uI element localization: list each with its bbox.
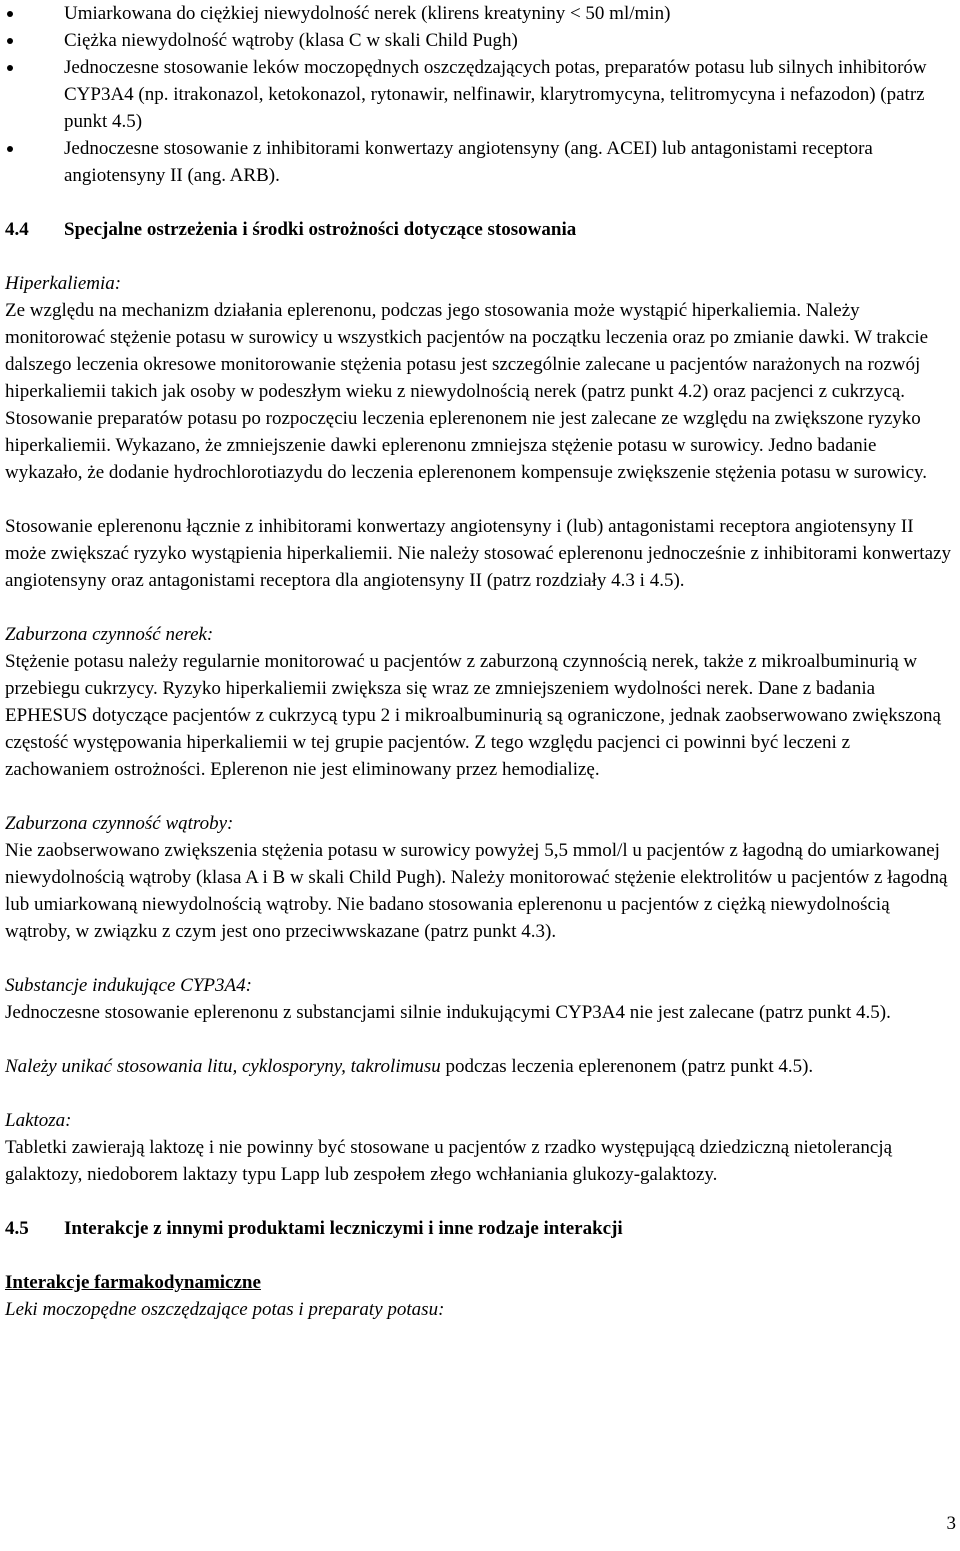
kidney-paragraph: Stężenie potasu należy regularnie monitorować u pacjentów z zaburzoną czynnością nerek, także z mikroalbuminurią w przebiegu cukrzycy. Ryzyko hiperkaliemii zwiększa się wraz ze zmniejszeniem wydolności nerek. Dane z badania EPHESUS dotyczące pacjentów z cukrzycą typu 2 i mikroalbuminurią są ograniczone, jednak zaobserwowano zwiększoną częstość występowania hiperkaliemii w tej grupie pacjentów. Z tego względu pacjenci ci powinni być leczeni z zachowaniem ostrożności. Eplerenon nie jest eliminowany przez hemodializę. (5, 651, 941, 780)
bullet-item: Umiarkowana do ciężkiej niewydolność nerek (klirens kreatyniny < 50 ml/min) (5, 0, 957, 27)
hyperkalemia-paragraph-1: Ze względu na mechanizm działania eplerenonu, podczas jego stosowania może wystąpić hiperkaliemia. Należy monitorować stężenie potasu w surowicy u wszystkich pacjentów na początku leczenia oraz po zmianie dawki. W trakcie dalszego leczenia okresowe monitorowanie stężenia potasu jest szczególnie zalecane u pacjentów narażonych na rozwój hiperkaliemii takich jak osoby w podeszłym wieku z niewydolnością nerek (patrz punkt 4.2) oraz pacjenci z cukrzycą. Stosowanie preparatów potasu po rozpoczęciu leczenia eplerenonem nie jest zalecane ze względu na zwiększone ryzyko hiperkaliemii. Wykazano, że zmniejszenie dawki eplerenonu zmniejsza stężenie potasu w surowicy. Jedno badanie wykazało, że dodanie hydrochlorotiazydu do leczenia eplerenonem kompensuje zwiększenie stężenia potasu w surowicy. (5, 300, 929, 483)
bullet-item: Jednoczesne stosowanie leków moczopędnych oszczędzających potas, preparatów potasu lub silnych inhibitorów CYP3A4 (np. itrakonazol, ketokonazol, rytonawir, nelfinawir, klarytromycyna, telitromycyna i nefazodon) (patrz punkt 4.5) (5, 54, 944, 135)
section-title: Specjalne ostrzeżenia i środki ostrożności dotyczące stosowania (64, 219, 577, 240)
lithium-rest: podczas leczenia eplerenonem (patrz punkt 4.5). (440, 1056, 814, 1077)
kidney-label: Zaburzona czynność nerek: (5, 624, 214, 645)
cyp-label: Substancje indukujące CYP3A4: (5, 975, 252, 996)
section-number: 4.5 (5, 1218, 29, 1239)
contraindication-list (5, 0, 957, 189)
lithium-paragraph (5, 1053, 905, 1080)
hyperkalemia-paragraph-2: Stosowanie eplerenonu łącznie z inhibitorami konwertazy angiotensyny i (lub) antagonistami receptora angiotensyny II może zwiększać ryzyko wystąpienia hiperkaliemii. Nie należy stosować eplerenonu jednocześnie z inhibitorami konwertazy angiotensyny oraz antagonistami receptora dla angiotensyny II (patrz rozdziały 4.3 i 4.5). (5, 516, 951, 591)
lactose-label: Laktoza: (5, 1110, 72, 1131)
pharmacodynamic-subheading: Leki moczopędne oszczędzające potas i preparaty potasu: (5, 1299, 445, 1320)
liver-label: Zaburzona czynność wątroby: (5, 813, 234, 834)
lactose-paragraph: Tabletki zawierają laktozę i nie powinny być stosowane u pacjentów z rzadko występującą dziedziczną nietolerancją galaktozy, niedoborem laktazy typu Lapp lub zespołem złego wchłaniania glukozy-galaktozy. (5, 1137, 893, 1185)
pharmacodynamic-heading: Interakcje farmakodynamiczne (5, 1272, 261, 1293)
section-heading-4-5 (5, 1215, 957, 1242)
document-page (5, 0, 957, 1323)
section-heading-4-4 (5, 216, 957, 243)
section-number: 4.4 (5, 219, 29, 240)
bullet-item: Ciężka niewydolność wątroby (klasa C w skali Child Pugh) (5, 27, 957, 54)
cyp-paragraph: Jednoczesne stosowanie eplerenonu z substancjami silnie indukującymi CYP3A4 nie jest zalecane (patrz punkt 4.5). (5, 1002, 891, 1023)
hyperkalemia-label: Hiperkaliemia: (5, 273, 122, 294)
page-number: 3 (946, 1513, 956, 1534)
bullet-item: Jednoczesne stosowanie z inhibitorami konwertazy angiotensyny (ang. ACEI) lub antagonistami receptora angiotensyny II (ang. ARB). (5, 135, 884, 189)
section-title: Interakcje z innymi produktami leczniczymi i inne rodzaje interakcji (64, 1218, 623, 1239)
liver-paragraph: Nie zaobserwowano zwiększenia stężenia potasu w surowicy powyżej 5,5 mmol/l u pacjentów z łagodną do umiarkowanej niewydolnością wątroby (klasa A i B w skali Child Pugh). Należy monitorować stężenie elektrolitów u pacjentów z łagodną lub umiarkowaną niewydolnością wątroby. Nie badano stosowania eplerenonu u pacjentów z ciężką niewydolnością wątroby, w związku z czym jest ono przeciwwskazane (patrz punkt 4.3). (5, 840, 948, 942)
lithium-italic: Należy unikać stosowania litu, cyklosporyny, takrolimusu (5, 1056, 441, 1077)
